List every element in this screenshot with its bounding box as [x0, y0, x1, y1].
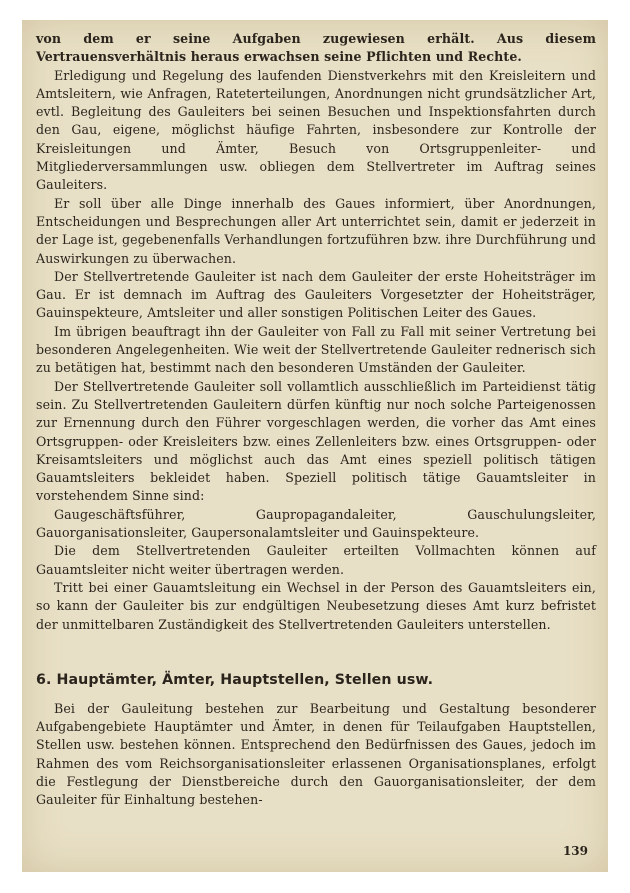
paragraph-2: Erledigung und Regelung des laufenden Dienstverkehrs mit den Kreisleitern und Amtsleitern, wie Anfragen, Rateterteilungen, Anordnungen nicht grundsätzlicher Art, evtl. Begleitung des Gauleiters bei seinen Besuchen und Inspektionsfahrten durch den Gau, eigene, möglichst häufige Fahrten, insbesondere zur Kontrolle der Kreisleitungen und Ämter, Besuch von Ortsgruppenleiter- und Mitgliederversammlungen usw. obliegen dem Stellvertreter im Auftrag seines Gauleiters. — [36, 67, 596, 193]
paragraph-4: Der Stellvertretende Gauleiter ist nach dem Gauleiter der erste Hoheitsträger im Gau. Er ist demnach im Auftrag des Gauleiters Vorgesetzter der Hoheitsträger, Gauinspekteure, Amtsleiter und aller sonstigen Politischen Leiter des Gaues. — [36, 268, 596, 321]
page-number: 139 — [562, 844, 588, 858]
paragraph-8: Die dem Stellvertretenden Gauleiter erteilten Vollmachten können auf Gauamtsleiter nicht weiter übertragen werden. — [36, 543, 596, 577]
paragraph-9: Tritt bei einer Gauamtsleitung ein Wechsel in der Person des Gauamtsleiters ein, so kann der Gauleiter bis zur endgültigen Neubesetzung dieses Amt kurz befristet der unmittelbaren Zuständigkeit des Stellvertretenden Gauleiters unterstellen. — [36, 579, 596, 632]
paragraph-7: Gaugeschäftsführer, Gaupropagandaleiter, Gauschulungsleiter, Gauorganisationsleiter, Gaupersonalamtsleiter und Gauinspekteure. — [36, 506, 596, 541]
book-page — [22, 20, 608, 872]
paragraph-3: Er soll über alle Dinge innerhalb des Gaues informiert, über Anordnungen, Entscheidungen und Besprechungen aller Art unterrichtet sein, damit er jederzeit in der Lage ist, gegebenenfalls Verhandlungen fortzuführen bzw. ihre Durchführung und Auswirkungen zu überwachen. — [36, 195, 596, 266]
paragraph-6: Der Stellvertretende Gauleiter soll vollamtlich ausschließlich im Parteidienst tätig sein. Zu Stellvertretenden Gauleitern dürfen künftig nur noch solche Parteigenossen zur Ernennung durch den Führer vorgeschlagen werden, die vorher das Amt eines Ortsgruppen- oder Kreisleiters bzw. eines Zellenleiters bzw. eines Ortsgruppen- oder Kreisamtsleiters und möglichst auch das Amt eines speziell politisch tätigen Gauamtsleiters bekleidet haben. Speziell politisch tätige Gauamtsleiter in vorstehendem Sinne sind: — [36, 378, 596, 504]
paragraph-5: Im übrigen beauftragt ihn der Gauleiter von Fall zu Fall mit seiner Vertretung bei besonderen Angelegenheiten. Wie weit der Stellvertretende Gauleiter rednerisch sich zu betätigen hat, bestimmt nach den besonderen Umständen der Gauleiter. — [36, 323, 596, 376]
paragraph-1: von dem er seine Aufgaben zugewiesen erhält. Aus diesem Vertrauensverhältnis heraus erwachsen seine Pflichten und Rechte. — [36, 31, 596, 65]
paragraph-10: Bei der Gauleitung bestehen zur Bearbeitung und Gestaltung besonderer Aufgabengebiete Hauptämter und Ämter, in denen für Teilaufgaben Hauptstellen, Stellen usw. bestehen können. Entsprechend den Bedürfnissen des Gaues, jedoch im Rahmen des vom Reichsorganisationsleiter erlassenen Organisationsplanes, erfolgt die Festlegung der Dienstbereiche durch den Gauorganisationsleiter, der dem Gauleiter für Einhaltung bestehen- — [36, 700, 596, 808]
page-text — [36, 30, 596, 810]
section-heading: 6. Hauptämter, Ämter, Hauptstellen, Stellen usw. — [36, 671, 434, 688]
